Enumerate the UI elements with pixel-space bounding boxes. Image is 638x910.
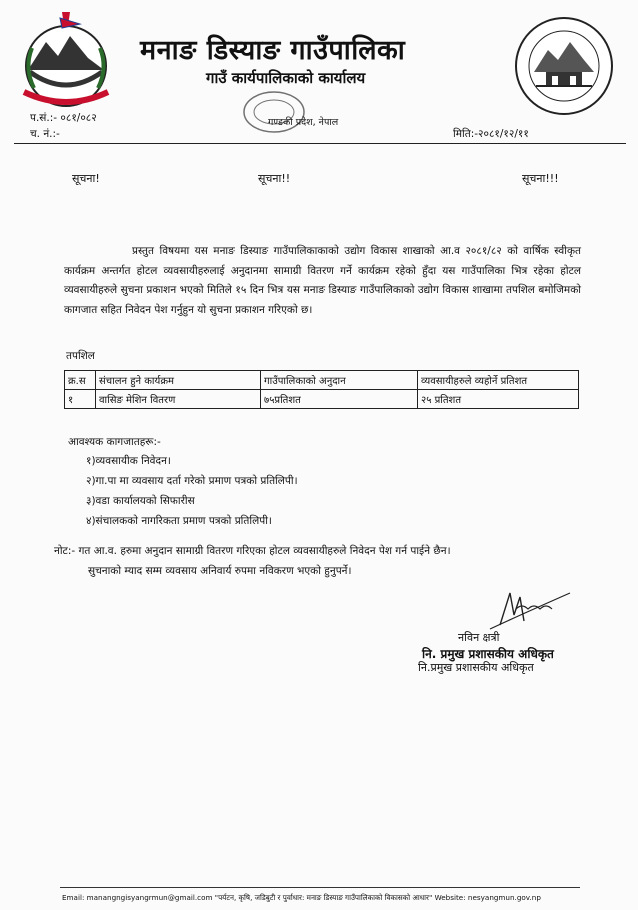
office-location: गण्डकी प्रदेश, नेपाल (268, 117, 339, 128)
table-cell: १ (65, 390, 96, 409)
municipality-seal-logo (508, 14, 620, 118)
table-cell: ७५प्रतिशत (261, 390, 418, 409)
office-title: मनाङ डिस्याङ गाउँपालिका (140, 35, 406, 66)
reference-number: प.सं.:- ०८१/०८२ (30, 112, 97, 124)
requirement-item: १)व्यवसायीक निवेदन। (86, 455, 171, 467)
letter-date: मिति:-२०८१/१२/११ (453, 128, 529, 140)
table-header-cell: क्र.स (65, 371, 96, 390)
notice-center: सूचना!! (258, 172, 291, 185)
note-line: सुचनाको म्याद सम्म व्यवसाय अनिवार्य रुपमा नविकरण भएको हुनुपर्ने। (88, 565, 352, 577)
requirement-item: २)गा.पा मा व्यवसाय दर्ता गरेको प्रमाण पत्रको प्रतिलिपी। (86, 475, 298, 487)
dispatch-number: च. नं.:- (30, 128, 60, 140)
notice-body: प्रस्तुत विषयमा यस मनाङ डिस्याङ गाउँपालिकाकाको उद्योग विकास शाखाको आ.व २०८१/८२ को वार्षिक स्वीकृत कार्यक्रम अन्तर्गत होटल व्यवसायीहरुलाई अनुदानमा सामाग्री वितरण गर्ने कार्यक्रम रहेको हुँदा यस गाउँपालिका भित्र रहेका होटल व्यवसायीहरुले सुचना प्रकाशन भएको मितिले १५ दिन भित्र यस मनाङ डिस्याङ गाउँपालिकाको उद्योग विकास शाखामा तपशिल बमोजिमको कागजात सहित निवेदन पेश गर्नुहुन यो सुचना प्रकाशन गरिएको छ। (64, 245, 581, 316)
header-divider (14, 143, 626, 144)
footer-slogan: "पर्यटन, कृषि, जडिबुटी र पुर्वाधार: मनाङ डिस्याङ गाउँपालिकाको विकासको आधार" (214, 893, 433, 902)
requirement-item: ४)संचालकको नागरिकता प्रमाण पत्रको प्रतिलिपी। (86, 515, 272, 527)
signatory-title-stamp: नि. प्रमुख प्रशासकीय अधिकृत (422, 647, 554, 661)
table-header-row (65, 371, 579, 390)
requirements-heading: आवश्यक कागजातहरू:- (68, 436, 161, 448)
note-line: नोट:- गत आ.व. हरुमा अनुदान सामाग्री वितरण गरिएका होटल व्यवसायीहरुले निवेदन पेश गर्न पाईने छैन। (54, 545, 451, 557)
notice-right: सूचना!!! (522, 172, 559, 185)
table-header-cell: गाउँपालिकाको अनुदान (261, 371, 418, 390)
table-header-cell: व्यवसायीहरुले व्यहोर्ने प्रतिशत (418, 371, 579, 390)
table-header-cell: संचालन हुने कार्यक्रम (96, 371, 261, 390)
notice-left: सूचना! (72, 172, 100, 185)
program-table (64, 370, 579, 409)
footer-website: Website: nesyangmun.gov.np (434, 893, 541, 902)
signatory-title: नि.प्रमुख प्रशासकीय अधिकृत (418, 661, 534, 674)
details-label: तपशिल (66, 350, 95, 362)
footer (62, 893, 541, 903)
table-cell: वासिङ मेशिन वितरण (96, 390, 261, 409)
signatory-name: नविन क्षत्री (458, 631, 500, 644)
footer-email: Email: manangngisyangrmun@gmail.com (62, 893, 213, 902)
footer-divider (60, 887, 580, 888)
table-row (65, 390, 579, 409)
office-stamp (238, 88, 310, 136)
office-subtitle: गाउँ कार्यपालिकाको कार्यालय (206, 69, 366, 87)
nepal-emblem-logo (10, 8, 122, 116)
table-cell: २५ प्रतिशत (418, 390, 579, 409)
requirement-item: ३)वडा कार्यालयको सिफारीस (86, 495, 195, 507)
